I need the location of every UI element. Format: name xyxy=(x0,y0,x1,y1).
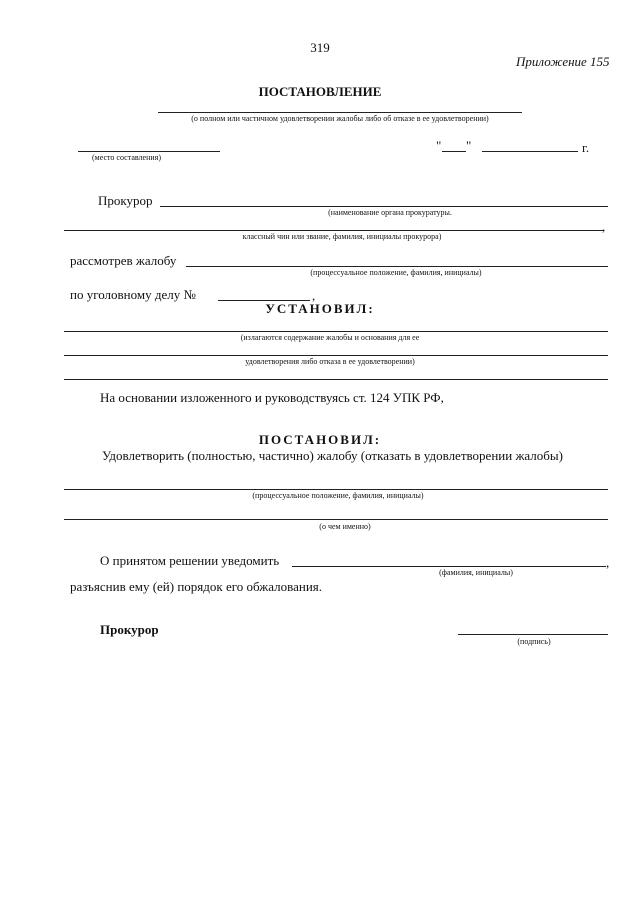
established-line-2 xyxy=(64,355,608,356)
case-comma: , xyxy=(312,288,316,303)
prosecutor-label: Прокурор xyxy=(98,193,153,208)
signature-caption: (подпись) xyxy=(517,637,551,646)
notify-comma: , xyxy=(606,555,610,570)
established-caption-2: удовлетворения либо отказа в ее удовлетворении) xyxy=(245,357,415,366)
complaint-caption: (процессуальное положение, фамилия, инициалы) xyxy=(310,268,482,277)
year-suffix: г. xyxy=(582,140,590,155)
subtitle-line xyxy=(158,112,522,113)
established-line-1 xyxy=(64,331,608,332)
notify-explain: разъяснив ему (ей) порядок его обжалования. xyxy=(70,579,323,594)
date-day-line xyxy=(442,151,466,152)
signature-label: Прокурор xyxy=(100,622,159,637)
date-month-line xyxy=(482,151,578,152)
page-number: 319 xyxy=(310,40,330,55)
decided-text: Удовлетворить (полностью, частично) жалобу (отказать в удовлетворении жалобы) xyxy=(102,448,563,463)
complaint-label: рассмотрев жалобу xyxy=(70,253,177,268)
decided-line-1 xyxy=(64,489,608,490)
established-line-3 xyxy=(64,379,608,380)
notify-label: О принятом решении уведомить xyxy=(100,553,280,568)
prosecutor-comma: , xyxy=(602,219,606,234)
prosecutor-line xyxy=(160,206,608,207)
signature-line xyxy=(458,634,608,635)
place-line xyxy=(78,151,220,152)
case-label: по уголовному делу № xyxy=(70,287,196,302)
complaint-line xyxy=(186,266,608,267)
appendix-label: Приложение 155 xyxy=(516,54,610,69)
prosecutor-caption-1: (наименование органа прокуратуры. xyxy=(328,208,452,217)
established-caption-1: (излагаются содержание жалобы и основания для ее xyxy=(240,333,420,342)
decided-line-2 xyxy=(64,519,608,520)
page-title: ПОСТАНОВЛЕНИЕ xyxy=(258,84,382,99)
subtitle-caption: (о полном или частичном удовлетворении жалобы либо об отказе в ее удовлетворении) xyxy=(191,114,489,123)
decided-heading: ПОСТАНОВИЛ: xyxy=(258,432,382,447)
date-quote-close: " xyxy=(466,138,472,153)
decided-caption-2: (о чем именно) xyxy=(319,522,371,531)
basis-text: На основании изложенного и руководствуясь ст. 124 УПК РФ, xyxy=(100,390,444,405)
notify-line xyxy=(292,566,606,567)
established-heading: УСТАНОВИЛ: xyxy=(265,301,375,316)
place-caption: (место составления) xyxy=(92,153,161,162)
prosecutor-caption-2: классный чин или звание, фамилия, инициалы прокурора) xyxy=(242,232,442,241)
decided-caption-1: (процессуальное положение, фамилия, инициалы) xyxy=(252,491,424,500)
notify-caption: (фамилия, инициалы) xyxy=(439,568,513,577)
date-quote-open: " xyxy=(436,138,442,153)
prosecutor-line-2 xyxy=(64,230,604,231)
